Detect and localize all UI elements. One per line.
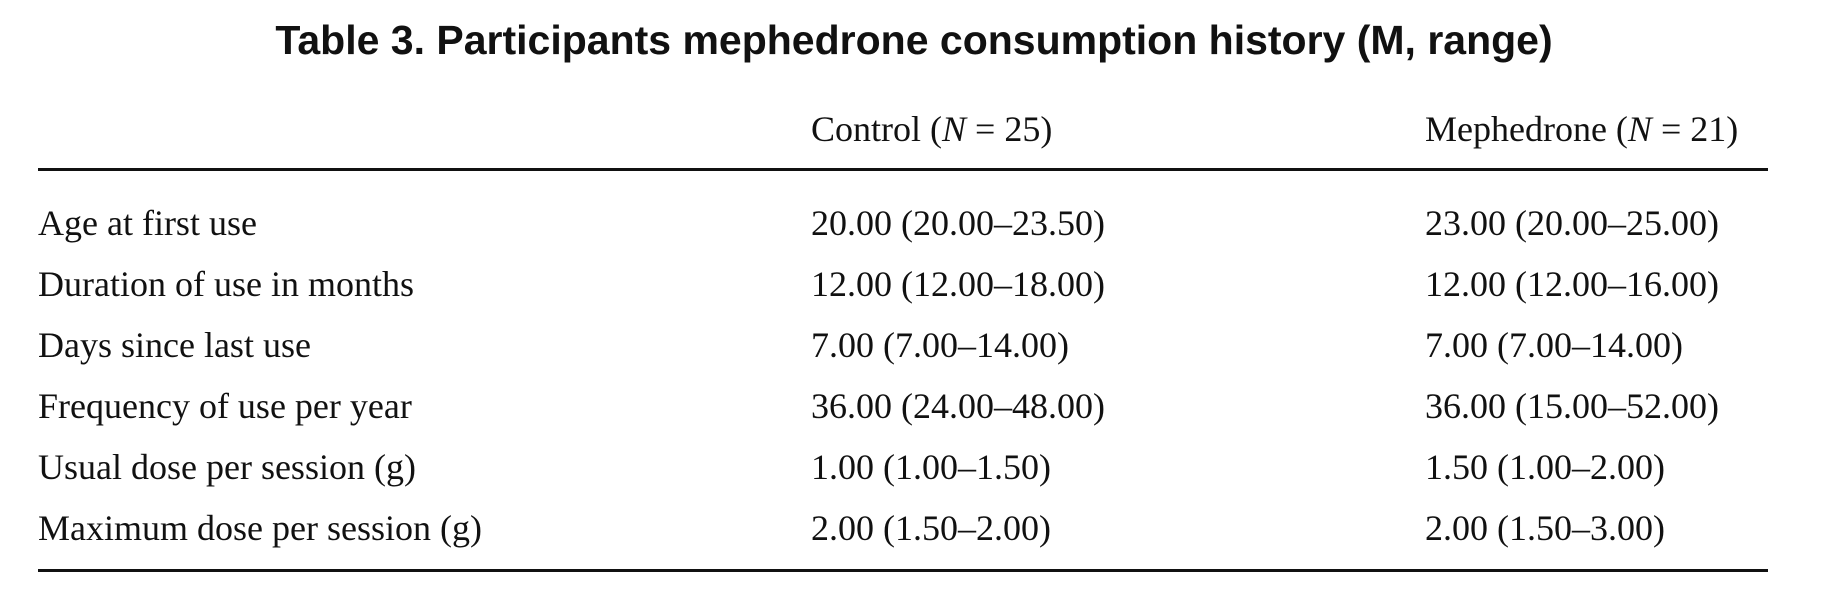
table-row (38, 376, 1768, 437)
header-control (811, 108, 1425, 170)
mephedrone-value: 2.00 (1.50–3.00) (1425, 498, 1768, 571)
header-control-prefix: Control ( (811, 109, 942, 149)
table-row (38, 315, 1768, 376)
table-row (38, 498, 1768, 571)
control-value: 20.00 (20.00–23.50) (811, 203, 1105, 243)
mephedrone-value: 7.00 (7.00–14.00) (1425, 325, 1683, 365)
mephedrone-value: 1.50 (1.00–2.00) (1425, 447, 1665, 487)
control-value: 7.00 (7.00–14.00) (811, 325, 1069, 365)
header-row-label (38, 108, 811, 170)
header-control-n: N (942, 109, 967, 149)
table-row (38, 437, 1768, 498)
row-label: Age at first use (38, 203, 257, 243)
header-mephedrone (1425, 108, 1768, 170)
header-meph-n: N (1627, 109, 1652, 149)
consumption-history-table (38, 108, 1768, 572)
table-row (38, 170, 1768, 255)
data-table-container (38, 108, 1768, 572)
row-label: Duration of use in months (38, 264, 414, 304)
header-meph-suffix: = 21) (1651, 109, 1739, 149)
control-value: 2.00 (1.50–2.00) (811, 498, 1425, 571)
mephedrone-value: 12.00 (12.00–16.00) (1425, 264, 1719, 304)
row-label: Usual dose per session (g) (38, 447, 416, 487)
row-label: Maximum dose per session (g) (38, 498, 811, 571)
mephedrone-value: 36.00 (15.00–52.00) (1425, 386, 1719, 426)
header-meph-prefix: Mephedrone ( (1425, 109, 1628, 149)
mephedrone-value: 23.00 (20.00–25.00) (1425, 203, 1719, 243)
control-value: 12.00 (12.00–18.00) (811, 264, 1105, 304)
table-title: Table 3. Participants mephedrone consumption history (M, range) (275, 17, 1553, 63)
row-label: Days since last use (38, 325, 311, 365)
header-control-suffix: = 25) (966, 109, 1053, 149)
control-value: 36.00 (24.00–48.00) (811, 386, 1105, 426)
row-label: Frequency of use per year (38, 386, 412, 426)
control-value: 1.00 (1.00–1.50) (811, 447, 1051, 487)
table-header-row (38, 108, 1768, 170)
table-row (38, 254, 1768, 315)
